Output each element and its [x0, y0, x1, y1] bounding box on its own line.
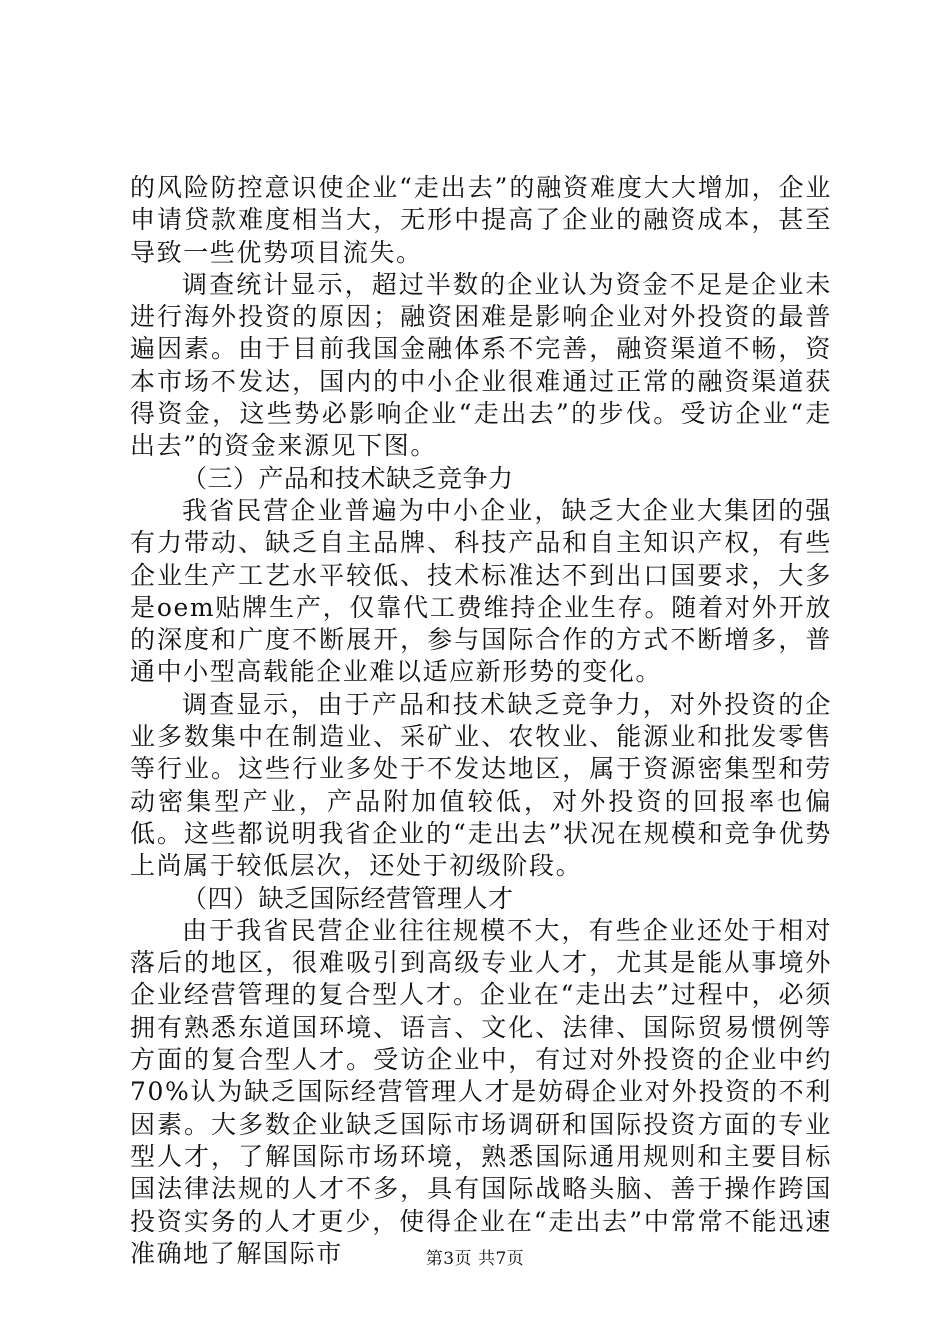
- section-heading-4: （四）缺乏国际经营管理人才: [182, 883, 514, 913]
- paragraph-5: 由于我省民营企业往往规模不大，有些企业还处于相对落后的地区，很难吸引到高级专业人才，尤其是能从事境外企业经营管理的复合型人才。企业在“走出去”过程中，必须拥有熟悉东道国环境、语言、文化、法律、国际贸易惯例等方面的复合型人才。受访企业中，有过对外投资的企业中约70%认为缺乏国际经营管理人才是妨碍企业对外投资的不利因素。大多数企业缺乏国际市场调研和国际投资方面的专业型人才，了解国际市场环境，熟悉国际通用规则和主要目标国法律法规的人才不多，具有国际战略头脑、善于操作跨国投资实务的人才更少，使得企业在“走出去”中常常不能迅速准确地了解国际市: [130, 915, 832, 1268]
- paragraph-3: 我省民营企业普遍为中小企业，缺乏大企业大集团的强有力带动、缺乏自主品牌、科技产品和自主知识产权，有些企业生产工艺水平较低、技术标准达不到出口国要求，大多是oem贴牌生产，仅靠代工费维持企业生存。随着对外开放的深度和广度不断展开，参与国际合作的方式不断增多，普通中小型高载能企业难以适应新形势的变化。: [130, 495, 832, 687]
- paragraph-4: 调查显示，由于产品和技术缺乏竞争力，对外投资的企业多数集中在制造业、采矿业、农牧业、能源业和批发零售等行业。这些行业多处于不发达地区，属于资源密集型和劳动密集型产业，产品附加值较低，对外投资的回报率也偏低。这些都说明我省企业的“走出去”状况在规模和竞争优势上尚属于较低层次，还处于初级阶段。: [130, 689, 832, 881]
- paragraph-1: 的风险防控意识使企业“走出去”的融资难度大大增加，企业申请贷款难度相当大，无形中提高了企业的融资成本，甚至导致一些优势项目流失。: [130, 173, 832, 267]
- section-heading-3: （三）产品和技术缺乏竞争力: [182, 463, 514, 493]
- document-body: [130, 172, 832, 1270]
- paragraph-2: 调查统计显示，超过半数的企业认为资金不足是企业未进行海外投资的原因；融资困难是影响企业对外投资的最普遍因素。由于目前我国金融体系不完善，融资渠道不畅，资本市场不发达，国内的中小企业很难通过正常的融资渠道获得资金，这些势必影响企业“走出去”的步伐。受访企业“走出去”的资金来源见下图。: [130, 269, 832, 461]
- page-footer: 第3页 共7页: [425, 1249, 525, 1269]
